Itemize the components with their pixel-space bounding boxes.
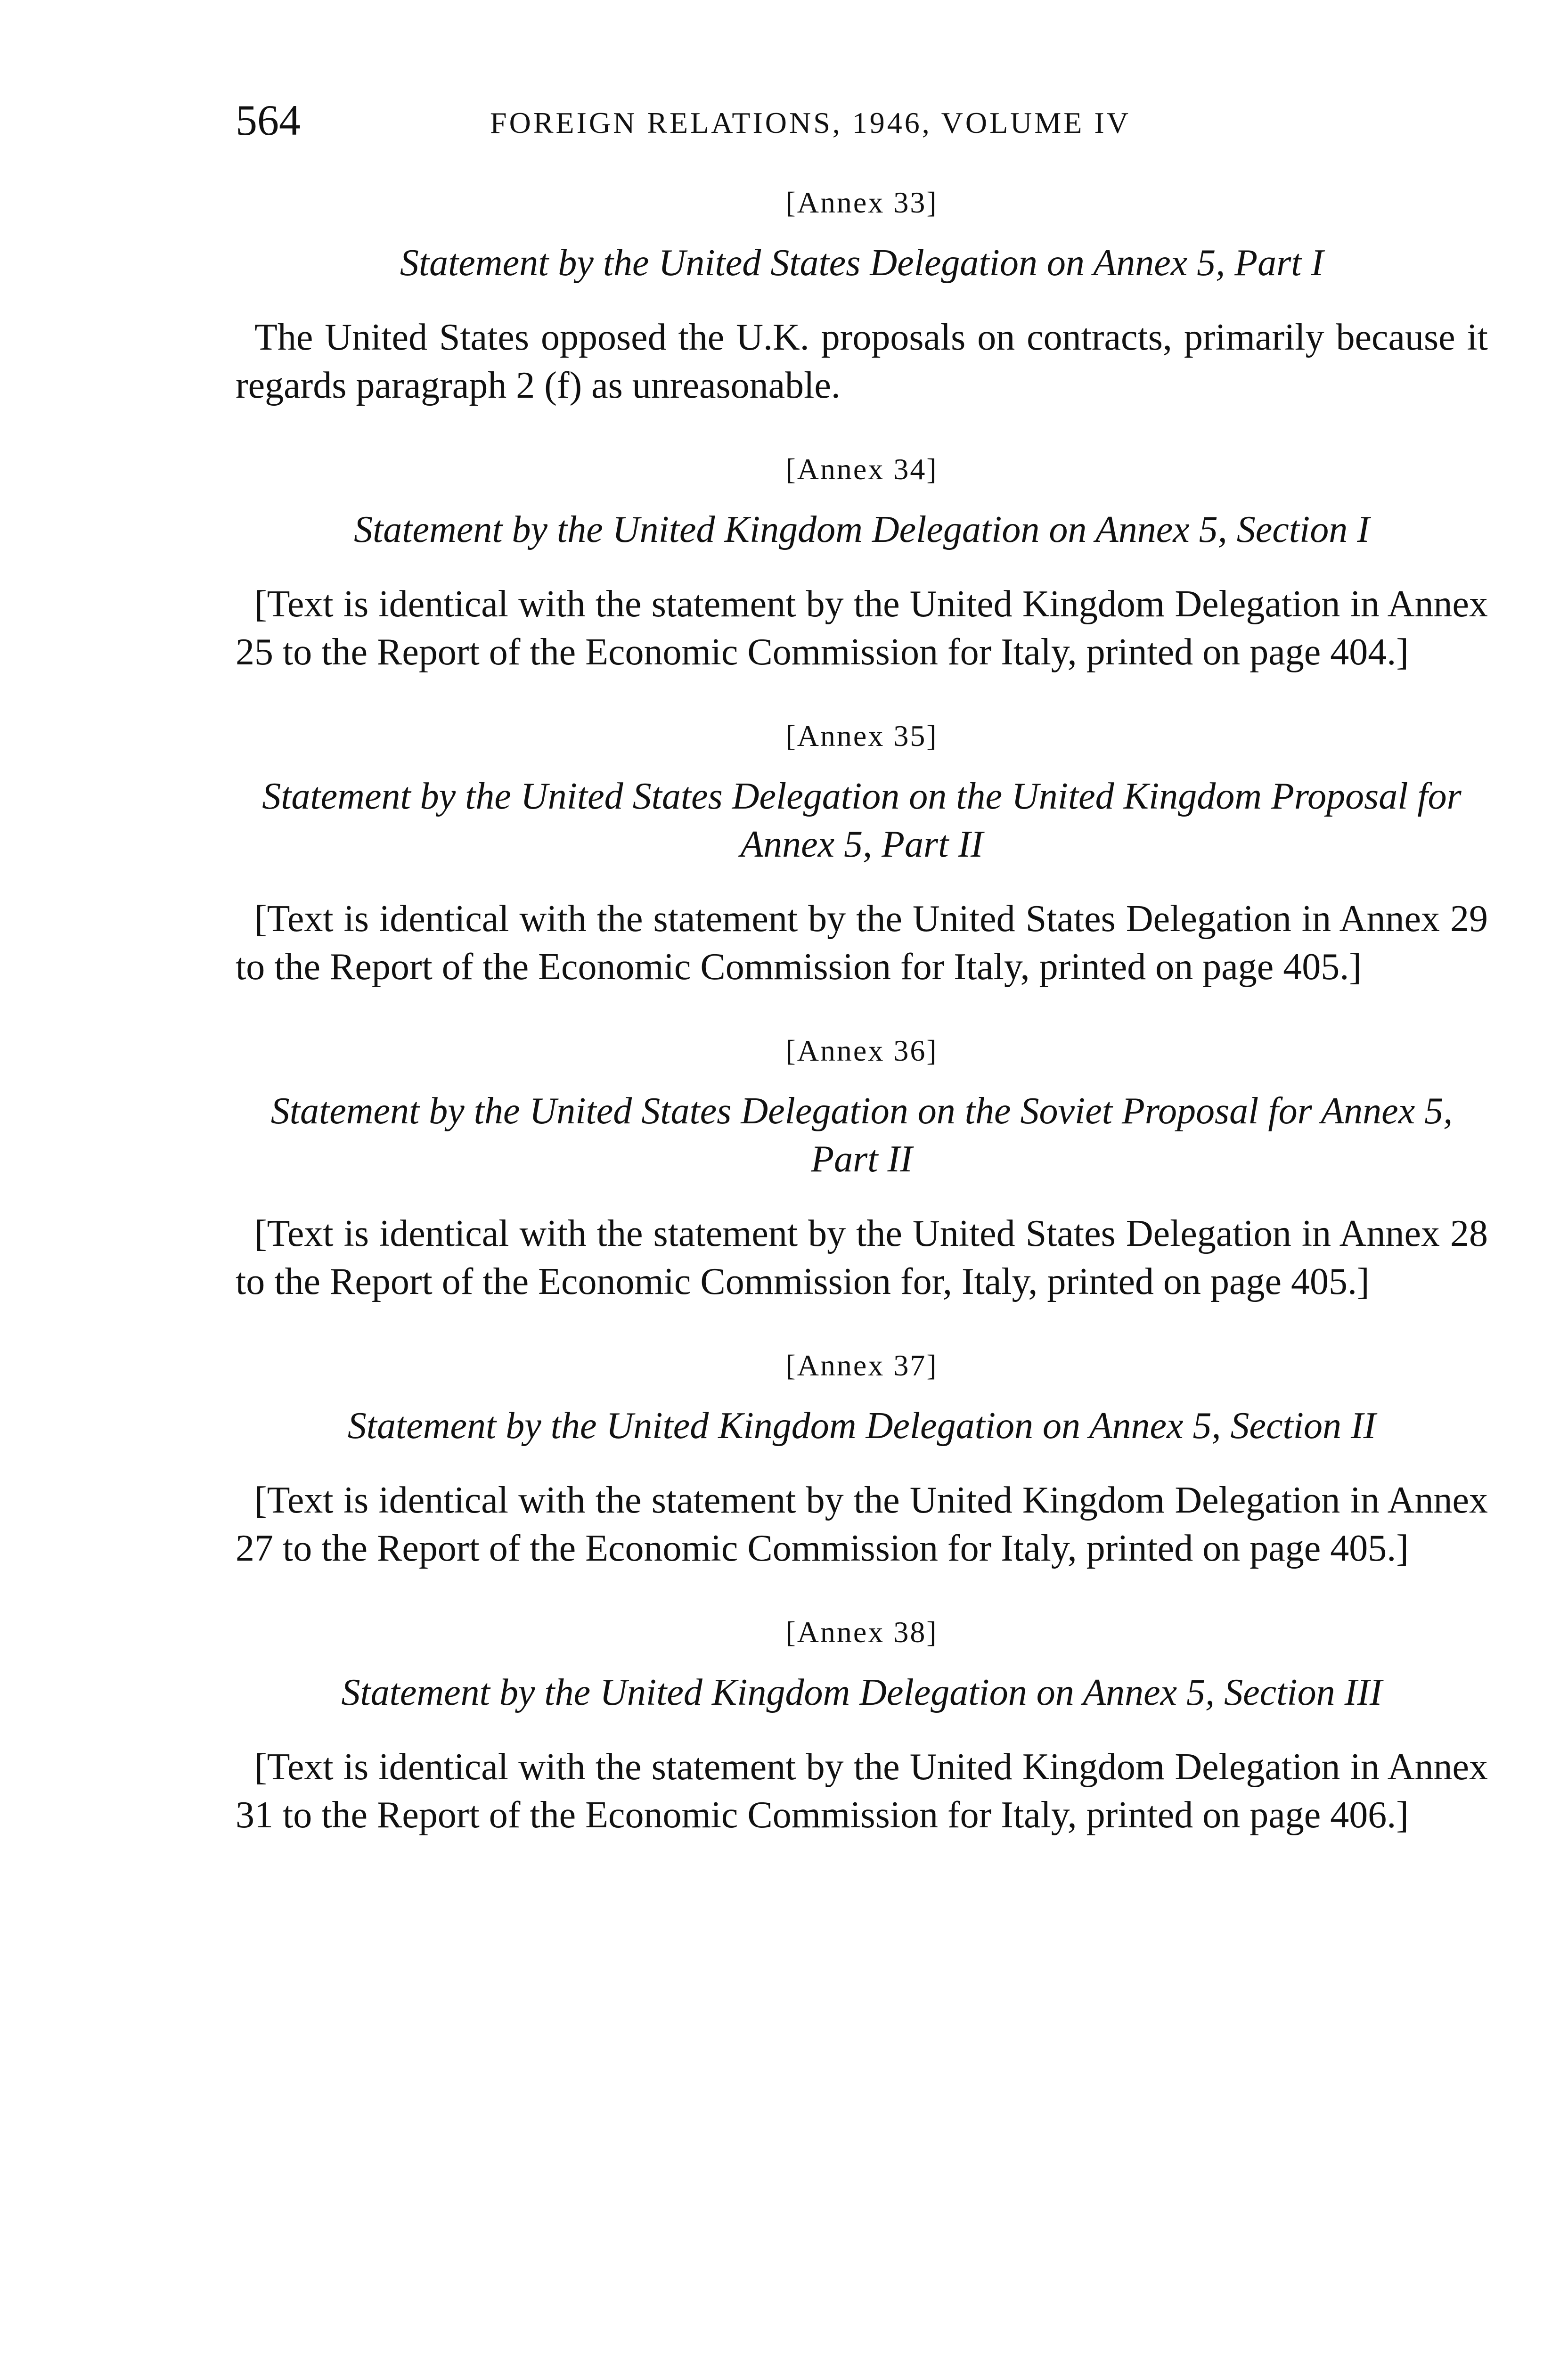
statement-text: [Text is identical with the statement by the United Kingdom Delegation in Annex 25 to the Report of the Economic Commission for Italy, printed on page 404.] xyxy=(236,583,1488,673)
annex-label: [Annex 36] xyxy=(785,1034,938,1067)
annex-37-section xyxy=(236,1344,1488,1572)
statement-title: Statement by the United Kingdom Delegation on Annex 5, Section III xyxy=(341,1672,1382,1713)
page-number: 564 xyxy=(236,96,301,144)
annex-label: [Annex 35] xyxy=(785,719,938,753)
statement-text: [Text is identical with the statement by the United States Delegation in Annex 28 to the Report of the Economic Commission for, Italy, printed on page 405.] xyxy=(236,1213,1488,1302)
annex-35-section xyxy=(236,715,1488,991)
statement-title: Statement by the United Kingdom Delegation on Annex 5, Section I xyxy=(354,509,1370,550)
statement-title: Statement by the United States Delegation on the Soviet Proposal for Annex 5, Part II xyxy=(270,1090,1453,1180)
statement-text: [Text is identical with the statement by the United Kingdom Delegation in Annex 31 to the Report of the Economic Commission for Italy, printed on page 406.] xyxy=(236,1746,1488,1836)
running-title: FOREIGN RELATIONS, 1946, VOLUME IV xyxy=(490,106,1131,139)
annex-34-section xyxy=(236,448,1488,676)
annex-label: [Annex 33] xyxy=(785,186,938,219)
statement-text: [Text is identical with the statement by the United Kingdom Delegation in Annex 27 to the Report of the Economic Commission for Italy, printed on page 405.] xyxy=(236,1480,1488,1569)
statement-title: Statement by the United States Delegation on the United Kingdom Proposal for Annex 5, Part II xyxy=(262,776,1462,865)
running-head xyxy=(236,94,1488,146)
statement-title: Statement by the United Kingdom Delegation on Annex 5, Section II xyxy=(347,1405,1376,1447)
annex-label: [Annex 34] xyxy=(785,452,938,486)
statement-text: [Text is identical with the statement by the United States Delegation in Annex 29 to the Report of the Economic Commission for Italy, printed on page 405.] xyxy=(236,898,1488,988)
page-content xyxy=(236,181,1488,1878)
statement-text: The United States opposed the U.K. proposals on contracts, primarily because it regards paragraph 2 (f) as unreasonable. xyxy=(236,317,1488,406)
annex-36-section xyxy=(236,1030,1488,1306)
annex-38-section xyxy=(236,1611,1488,1839)
statement-title: Statement by the United States Delegation on Annex 5, Part I xyxy=(400,242,1324,284)
annex-label: [Annex 37] xyxy=(785,1349,938,1382)
annex-33-section xyxy=(236,181,1488,409)
annex-label: [Annex 38] xyxy=(785,1615,938,1649)
